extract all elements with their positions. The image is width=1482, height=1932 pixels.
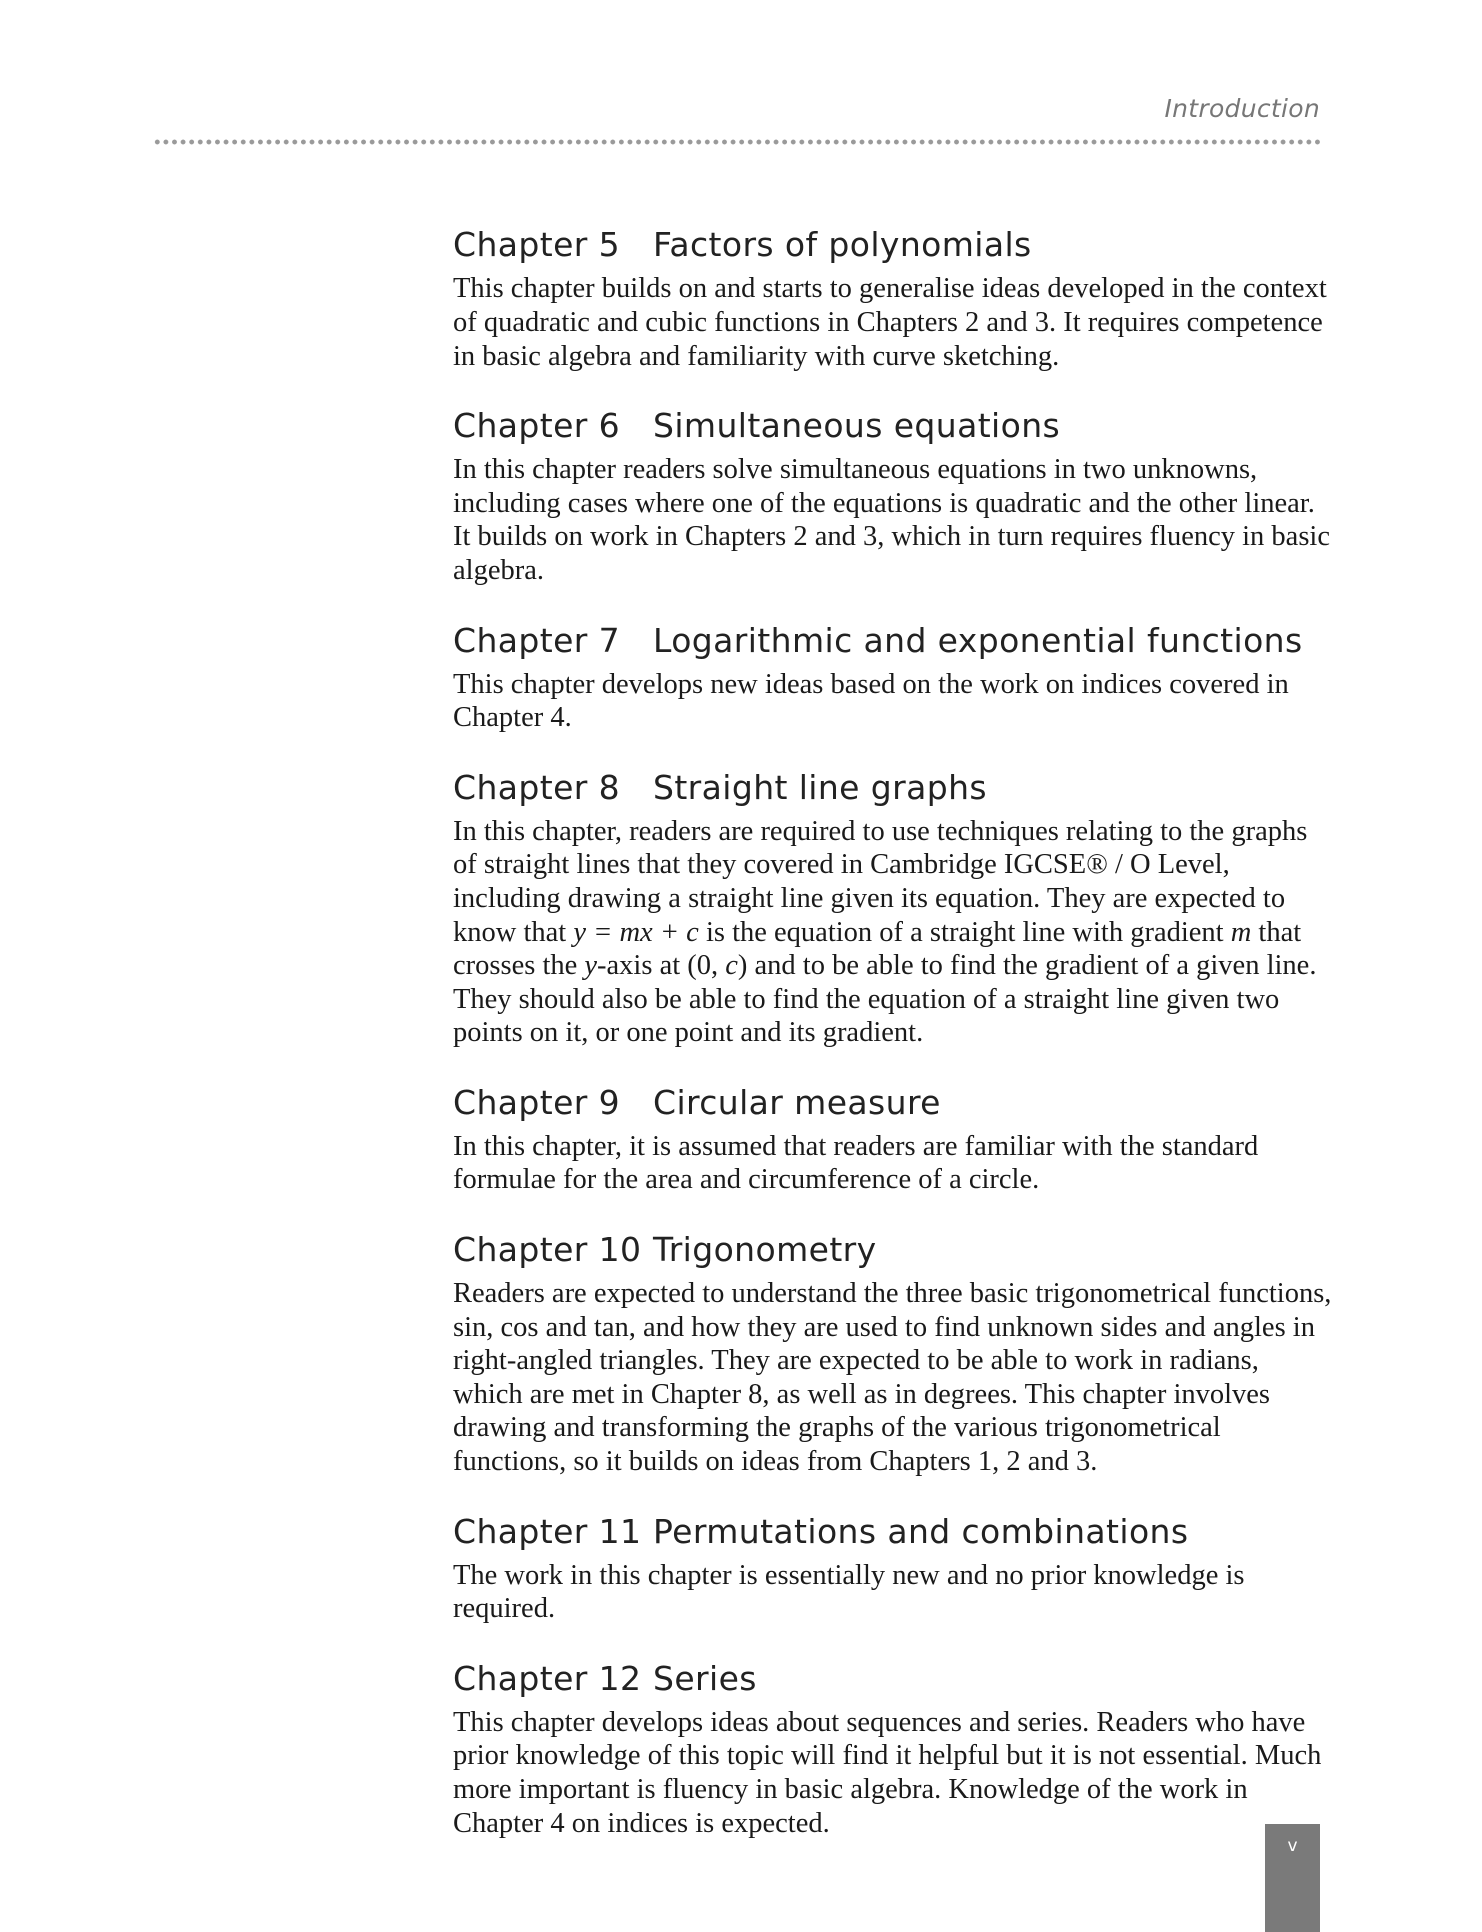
chapter-section xyxy=(453,766,1333,1050)
text-run: In this chapter, readers are required to use techniques relating to the graphs of straight lines that they covered in Cambridge IGCSE® / O Level, including drawing a straight line given its equation. They are expected to know that xyxy=(453,815,1308,948)
chapter-section xyxy=(453,1657,1333,1840)
chapter-description: This chapter develops ideas about sequences and series. Readers who have prior knowledge of this topic will find it helpful but it is not essential. Much more important is fluency in basic algebra. Knowledge of the work in Chapter 4 on indices is expected. xyxy=(453,1706,1322,1839)
chapter-number: Chapter 9 xyxy=(453,1082,621,1122)
chapter-number: Chapter 11 xyxy=(453,1511,642,1551)
text-run: ) and to be able to find the gradient of a given line. They should also be able to find the equation of a straight line given two points on it, or one point and its gradient. xyxy=(453,950,1317,1049)
chapter-number: Chapter 6 xyxy=(453,406,621,446)
chapter-heading xyxy=(453,1228,1333,1272)
chapter-title: Trigonometry xyxy=(653,1230,877,1270)
chapter-title: Circular measure xyxy=(653,1082,941,1122)
chapter-description: In this chapter readers solve simultaneous equations in two unknowns, including cases where one of the equations is quadratic and the other linear. It builds on work in Chapters 2 and 3, which in turn requires fluency in basic algebra. xyxy=(453,454,1330,586)
math-variable: m xyxy=(1230,916,1252,948)
chapter-section xyxy=(453,1081,1333,1197)
math-variable: y xyxy=(584,950,598,982)
chapter-section xyxy=(453,404,1333,587)
chapter-number: Chapter 7 xyxy=(453,620,621,660)
chapter-title: Permutations and combinations xyxy=(653,1511,1189,1551)
chapter-number: Chapter 12 xyxy=(453,1658,642,1698)
chapter-heading xyxy=(453,1510,1333,1554)
chapter-description: The work in this chapter is essentially new and no prior knowledge is required. xyxy=(453,1559,1245,1625)
chapter-heading xyxy=(453,766,1333,810)
chapter-section xyxy=(453,1228,1333,1479)
running-head: Introduction xyxy=(1164,94,1320,123)
dotted-divider xyxy=(153,138,1320,146)
page-number-tab xyxy=(1265,1824,1320,1932)
chapter-list xyxy=(453,196,1333,1871)
chapter-description xyxy=(453,815,1333,1050)
chapter-description: This chapter develops new ideas based on the work on indices covered in Chapter 4. xyxy=(453,668,1289,734)
chapter-heading xyxy=(453,223,1333,267)
chapter-description: Readers are expected to understand the three basic trigonometrical functions, sin, cos and tan, and how they are used to find unknown sides and angles in right-angled triangles. They are expected to be able to work in radians, which are met in Chapter 8, as well as in degrees. This chapter involves drawing and transforming the graphs of the various trigonometrical functions, so it builds on ideas from Chapters 1, 2 and 3. xyxy=(453,1278,1332,1478)
chapter-section xyxy=(453,1510,1333,1626)
chapter-description: In this chapter, it is assumed that readers are familiar with the standard formulae for the area and circumference of a circle. xyxy=(453,1130,1259,1196)
text-run: -axis at (0, xyxy=(597,950,726,982)
page-number: v xyxy=(1287,1836,1298,1856)
chapter-heading xyxy=(453,1657,1333,1701)
chapter-number: Chapter 8 xyxy=(453,767,621,807)
chapter-heading xyxy=(453,1081,1333,1125)
text-run: that crosses the xyxy=(453,916,1302,982)
equation: y = mx + c xyxy=(573,916,699,948)
chapter-title: Straight line graphs xyxy=(653,767,987,807)
chapter-description: This chapter builds on and starts to generalise ideas developed in the context of quadratic and cubic functions in Chapters 2 and 3. It requires competence in basic algebra and familiarity with curve sketching. xyxy=(453,273,1327,372)
chapter-heading xyxy=(453,619,1333,663)
chapter-section xyxy=(453,223,1333,373)
chapter-section xyxy=(453,619,1333,735)
chapter-title: Series xyxy=(653,1658,757,1698)
chapter-title: Logarithmic and exponential functions xyxy=(653,620,1303,660)
chapter-number: Chapter 10 xyxy=(453,1230,642,1270)
text-run: is the equation of a straight line with gradient xyxy=(698,916,1231,948)
chapter-number: Chapter 5 xyxy=(453,225,621,265)
chapter-title: Factors of polynomials xyxy=(653,225,1032,265)
chapter-heading xyxy=(453,404,1333,448)
math-variable: c xyxy=(725,950,738,982)
chapter-title: Simultaneous equations xyxy=(653,406,1061,446)
